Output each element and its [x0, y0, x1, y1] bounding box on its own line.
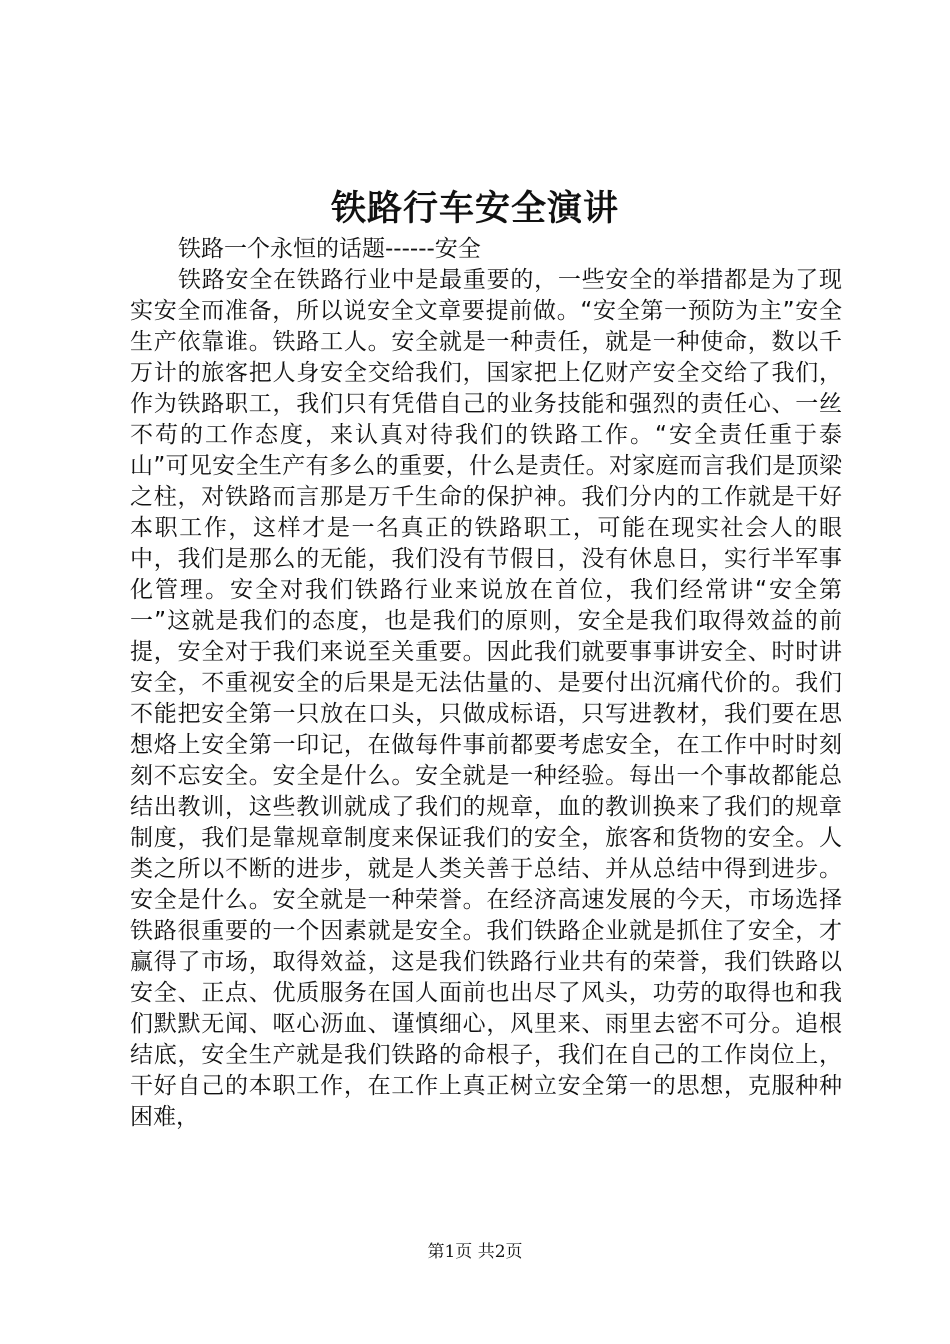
paragraph-subtitle: 铁路一个永恒的话题------安全 — [178, 236, 481, 262]
document-body — [130, 234, 842, 1133]
document-title: 铁路行车安全演讲 — [330, 188, 619, 229]
page-footer: 第1页 共2页 — [427, 1242, 523, 1262]
paragraph-main: 铁路安全在铁路行业中是最重要的，一些安全的举措都是为了现实安全而准备，所以说安全文章要提前做。“安全第一预防为主”安全生产依靠谁。铁路工人。安全就是一种责任，就是一种使命，数以千万计的旅客把人身安全交给我们，国家把上亿财产安全交给了我们，作为铁路职工，我们只有凭借自己的业务技能和强烈的责任心、一丝不苟的工作态度，来认真对待我们的铁路工作。“安全责任重于泰山”可见安全生产有多么的重要，什么是责任。对家庭而言我们是顶梁之柱，对铁路而言那是万千生命的保护神。我们分内的工作就是干好本职工作，这样才是一名真正的铁路职工，可能在现实社会人的眼中，我们是那么的无能，我们没有节假日，没有休息日，实行半军事化管理。安全对我们铁路行业来说放在首位，我们经常讲“安全第一”这就是我们的态度，也是我们的原则，安全是我们取得效益的前提，安全对于我们来说至关重要。因此我们就要事事讲安全、时时讲安全，不重视安全的后果是无法估量的、是要付出沉痛代价的。我们不能把安全第一只放在口头，只做成标语，只写进教材，我们要在思想烙上安全第一印记，在做每件事前都要考虑安全，在工作中时时刻刻不忘安全。安全是什么。安全就是一种经验。每出一个事故都能总结出教训，这些教训就成了我们的规章，血的教训换来了我们的规章制度，我们是靠规章制度来保证我们的安全，旅客和货物的安全。人类之所以不断的进步，就是人类关善于总结、并从总结中得到进步。安全是什么。安全就是一种荣誉。在经济高速发展的今天，市场选择铁路很重要的一个因素就是安全。我们铁路企业就是抓住了安全，才赢得了市场，取得效益，这是我们铁路行业共有的荣誉，我们铁路以安全、正点、优质服务在国人面前也出尽了风头，功劳的取得也和我们默默无闻、呕心沥血、谨慎细心，风里来、雨里去密不可分。追根结底，安全生产就是我们铁路的命根子，我们在自己的工作岗位上，干好自己的本职工作，在工作上真正树立安全第一的思想，克服种种困难， — [130, 267, 842, 1130]
